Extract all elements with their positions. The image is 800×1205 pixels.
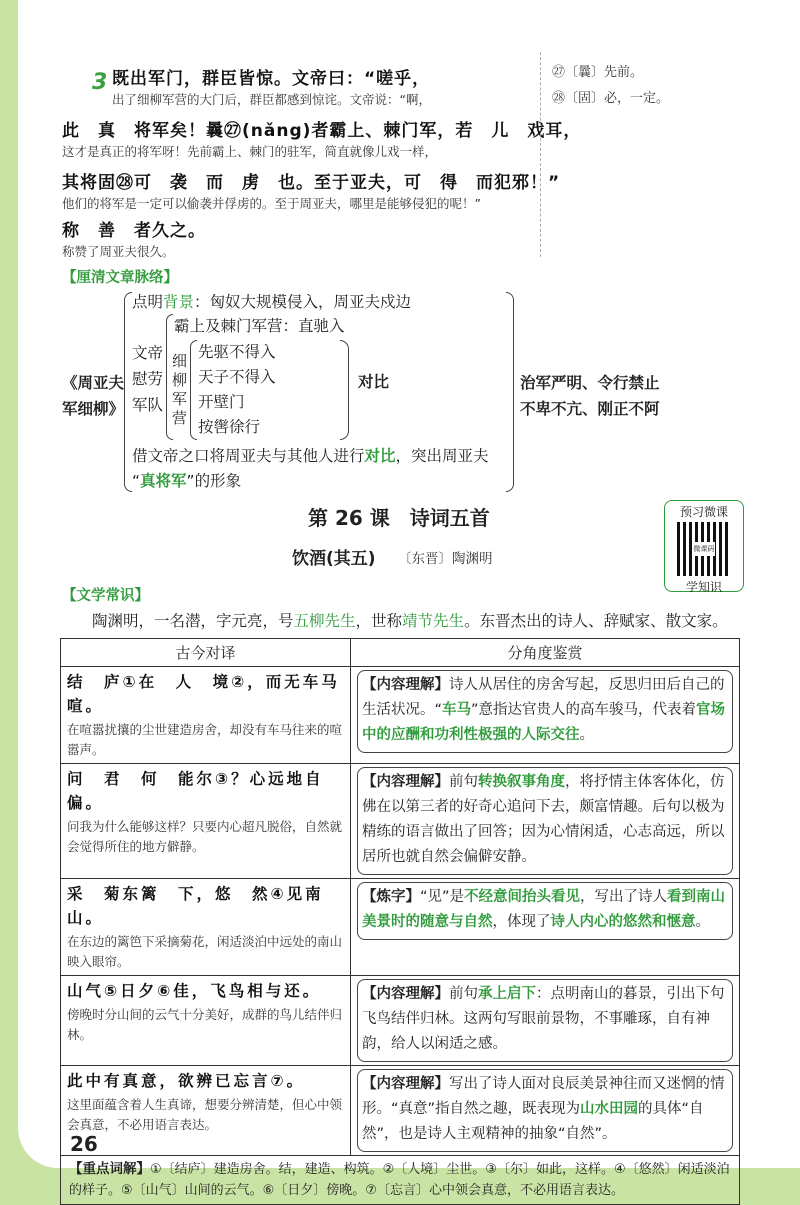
xiliu-items: 先驱不得入 天子不得入 开壁门 按辔徐行	[198, 343, 276, 436]
key-terms-row	[61, 1156, 740, 1205]
outline-result: 治军严明、令行禁止 不卑不亢、刚正不阿	[520, 374, 660, 418]
passage-trans-4: 称赞了周亚夫很久。	[62, 244, 175, 259]
outline-title: 【厘清文章脉络】	[62, 270, 178, 286]
step-number: 3	[92, 70, 108, 95]
root-brace	[124, 292, 132, 492]
outline-line-last-1: 借文帝之口将周亚夫与其他人进行对比，突出周亚夫	[132, 447, 489, 465]
outline-mid-label: 文帝 慰劳 军队	[132, 344, 164, 414]
literature-text: 陶渊明，一名潜，字元亮，号五柳先生，世称靖节先生。东晋杰出的诗人、辞赋家、散文家。	[92, 612, 728, 630]
table-row: 采 菊东篱 下，悠 然④见南山。 在东边的篱笆下采摘菊花，闲适淡泊中远处的南山映入眼帘。 【炼字】“见”是不经意间抬头看见，写出了诗人看到南山美景时的随意与自然，体现了诗人内心的悠然和惬意。	[61, 879, 740, 976]
passage-trans-3: 他们的将军是一定可以偷袭并俘虏的。至于周亚夫，哪里是能够侵犯的呢！”	[62, 196, 481, 211]
table-row: 结 庐①在 人 境②，而无车马喧。 在喧嚣扰攘的尘世建造房舍，却没有车马往来的喧嚣声。 【内容理解】诗人从居住的房舍写起，反思归田后自己的生活状况。“车马”意指达官贵人的高车骏马，代表着官场中的应酬和功利性极强的人际交往。	[61, 667, 740, 764]
passage-line-2: 此 真 将军矣！曩㉗(nǎng)者霸上、棘门军，若 儿 戏耳，	[62, 121, 582, 141]
qr-top-label: 预习微课	[679, 505, 728, 519]
qr-code-icon[interactable]: 微课码	[677, 522, 731, 576]
note-28: ㉘〔固〕必，一定。	[552, 91, 670, 106]
table-header-right: 分角度鉴赏	[351, 639, 740, 667]
page-number: 26	[70, 1132, 98, 1156]
outline-mid-first: 霸上及棘门军营：直驰入	[174, 317, 345, 335]
outline-root: 《周亚夫 军细柳》	[62, 374, 125, 418]
contrast-label: 对比	[358, 373, 390, 391]
outline-line-1: 点明背景：匈奴大规模侵入，周亚夫戍边	[132, 293, 412, 311]
table-header-left: 古今对译	[61, 639, 351, 667]
result-brace	[506, 292, 514, 492]
qr-bottom-label: 学知识	[685, 580, 722, 594]
qr-code-card[interactable]	[664, 500, 744, 592]
xiliu-label: 细 柳 军 营	[172, 352, 188, 427]
analysis-table	[60, 638, 740, 1205]
notes-divider	[540, 52, 541, 257]
key-terms-tag: 【重点词解】	[69, 1161, 150, 1177]
table-row: 问 君 何 能尔③？心远地自偏。 问我为什么能够这样？只要内心超凡脱俗，自然就会觉得所住的地方僻静。 【内容理解】前句转换叙事角度，将抒情主体客体化，仿佛在以第三者的好奇心追问下去，颇富情趣。后句以极为精练的语言做出了回答；因为心情闲适，心志高远，所以居所也就自然会偏僻安静。	[61, 764, 740, 879]
xiliu-brace	[190, 340, 197, 440]
passage-line-1: 既出军门，群臣皆惊。文帝曰：“嗟乎，	[112, 69, 431, 89]
passage-trans-1: 出了细柳军营的大门后，群臣都感到惊诧。文帝说：“啊，	[112, 92, 431, 107]
outline-line-last-2: “真将军”的形象	[132, 472, 242, 490]
notes	[552, 60, 669, 112]
poem-author: 〔东晋〕陶渊明	[398, 551, 493, 567]
lesson-title: 第 26 课 诗词五首	[308, 506, 490, 530]
contrast-brace	[340, 340, 349, 440]
note-27: ㉗〔曩〕先前。	[552, 65, 644, 80]
poem-title: 饮酒(其五)	[292, 549, 376, 569]
table-row: 此中有真意，欲辨已忘言⑦。 这里面蕴含着人生真谛，想要分辨清楚，但心中领会真意，不必用语言表达。 【内容理解】写出了诗人面对良辰美景神往而又迷惘的情形。“真意”指自然之趣，既表现为山水田园的具体“自然”，也是诗人主观精神的抽象“自然”。	[61, 1066, 740, 1156]
table-row: 山气⑤日夕⑥佳，飞鸟相与还。 傍晚时分山间的云气十分美好，成群的鸟儿结伴归林。 【内容理解】前句承上启下：点明南山的暮景，引出下句飞鸟结伴归林。这两句写眼前景物，不事雕琢，自有神韵，给人以闲适之感。	[61, 976, 740, 1066]
passage-line-3: 其将固㉘可 袭 而 虏 也。至于亚夫，可 得 而犯邪！”	[62, 173, 561, 193]
passage-trans-2: 这才是真正的将军呀！先前霸上、棘门的驻军，简直就像儿戏一样，	[62, 144, 438, 159]
key-terms-text: ①〔结庐〕建造房舍。结，建造、构筑。②〔人境〕尘世。③〔尔〕如此，这样。④〔悠然〕闲适淡泊的样子。⑤〔山气〕山间的云气。⑥〔日夕〕傍晚。⑦〔忘言〕心中领会真意，不必用语言表达。	[69, 1162, 730, 1198]
passage-line-4: 称 善 者久之。	[62, 221, 206, 241]
literature-tag: 【文学常识】	[62, 588, 149, 604]
